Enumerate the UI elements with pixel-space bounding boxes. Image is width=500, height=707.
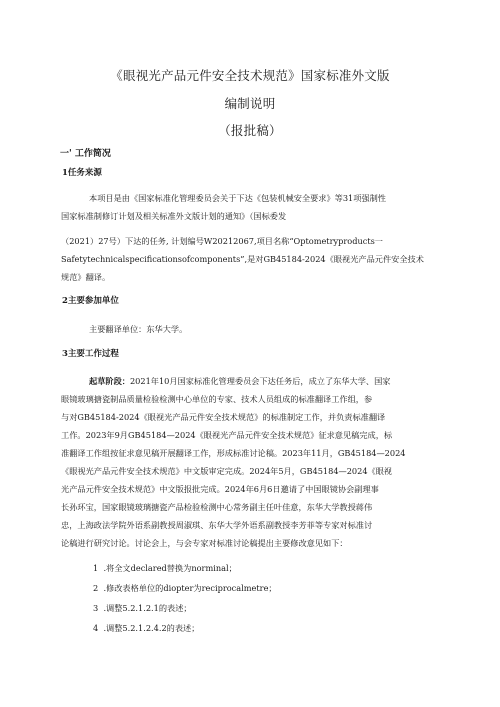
list-item <box>93 563 237 574</box>
list-item <box>93 623 199 634</box>
stage-label: 起草阶段： <box>89 376 130 386</box>
paragraph-line: 忠，上海政法学院外语系副教授周淑琪、东华大学外语系副教授李芳菲等专家对标准讨 <box>61 520 373 530</box>
document-subtitle: 编制说明 <box>224 96 276 111</box>
paragraph-line: 工作。2023年9月GB45184—2024《眼视光产品元件安全技术规范》征求意见稿完成，标 <box>61 430 393 440</box>
paragraph-line: 准翻译工作组按征求意见稿开展翻译工作，形成标准讨论稿。2023年11月，GB45184—2024 <box>61 448 406 458</box>
paragraph-line: 眼镜玻璃搪瓷制品质量检验检测中心单位的专家、技术人员组成的标准翻译工作组，参 <box>61 394 373 404</box>
paragraph-line: 本项目是由《国家标准化管理委员会关于下达《包装机械安全要求》等31项强制性 <box>89 193 386 203</box>
document-title: 《眼视光产品元件安全技术规范》国家标准外文版 <box>110 68 390 83</box>
list-item-text: .调整5.2.1.2.1的表述； <box>103 603 192 613</box>
paragraph-line: 主要翻译单位：东华大学。 <box>89 324 188 334</box>
list-item-text: .修改表格单位的diopter为reciprocalmetre； <box>103 583 277 593</box>
paragraph-line: 国家标准制修订计划及相关标准外文版计划的通知》（国标委发 <box>61 211 287 221</box>
paragraph-line: 长孙环宝，国家眼镜玻璃搪瓷产品检验检测中心常务副主任叶佳意，东华大学教授蒋伟 <box>61 502 373 512</box>
list-item-number: 4 <box>93 623 99 633</box>
list-item-text: .调整5.2.1.2.4.2的表述； <box>103 623 200 633</box>
paragraph-line: （2021）27号）下达的任务, 计划编号W20212067,项目名称“Optometryproducts一 <box>61 236 383 246</box>
paragraph-line: 光产品元件安全技术规范》中文版报批完成。2024年6月6日邀请了中国眼镜协会副理事 <box>61 484 379 494</box>
section-heading: 一' 工作简况 <box>60 149 111 159</box>
paragraph-line: 《眼视光产品元件安全技术规范》中文版审定完成。2024年5月，GB45184—2024《眼视 <box>61 466 393 476</box>
paragraph-line: Safetytechnicalspecificationsofcomponents”,是对GB45184-2024《眼视光产品元件安全技术 <box>61 254 424 264</box>
paragraph-line: 规范》翻译。 <box>61 272 111 282</box>
paragraph-line <box>89 374 390 388</box>
list-item-number: 2 <box>93 583 99 593</box>
paragraph-line: 论稿进行研究讨论。讨论会上，与会专家对标准讨论稿提出主要修改意见如下： <box>61 538 348 548</box>
list-item-text: .将全文declared替换为norminal； <box>103 563 237 573</box>
list-item <box>93 583 277 594</box>
list-item-number: 1 <box>93 563 99 573</box>
subsection-heading: 3主要工作过程 <box>62 349 119 359</box>
subsection-heading: 2主要参加单位 <box>62 296 119 306</box>
paragraph-line: 与对GB45184-2024《眼视光产品元件安全技术规范》的标准制定工作，并负责标准翻译 <box>61 412 386 422</box>
document-status: （报批稿） <box>218 123 282 138</box>
list-item-number: 3 <box>93 603 99 613</box>
list-item <box>93 603 192 614</box>
subsection-heading: 1任务来源 <box>62 168 102 178</box>
paragraph-text: 2021年10月国家标准化管理委员会下达任务后，成立了东华大学、国家 <box>129 376 391 386</box>
